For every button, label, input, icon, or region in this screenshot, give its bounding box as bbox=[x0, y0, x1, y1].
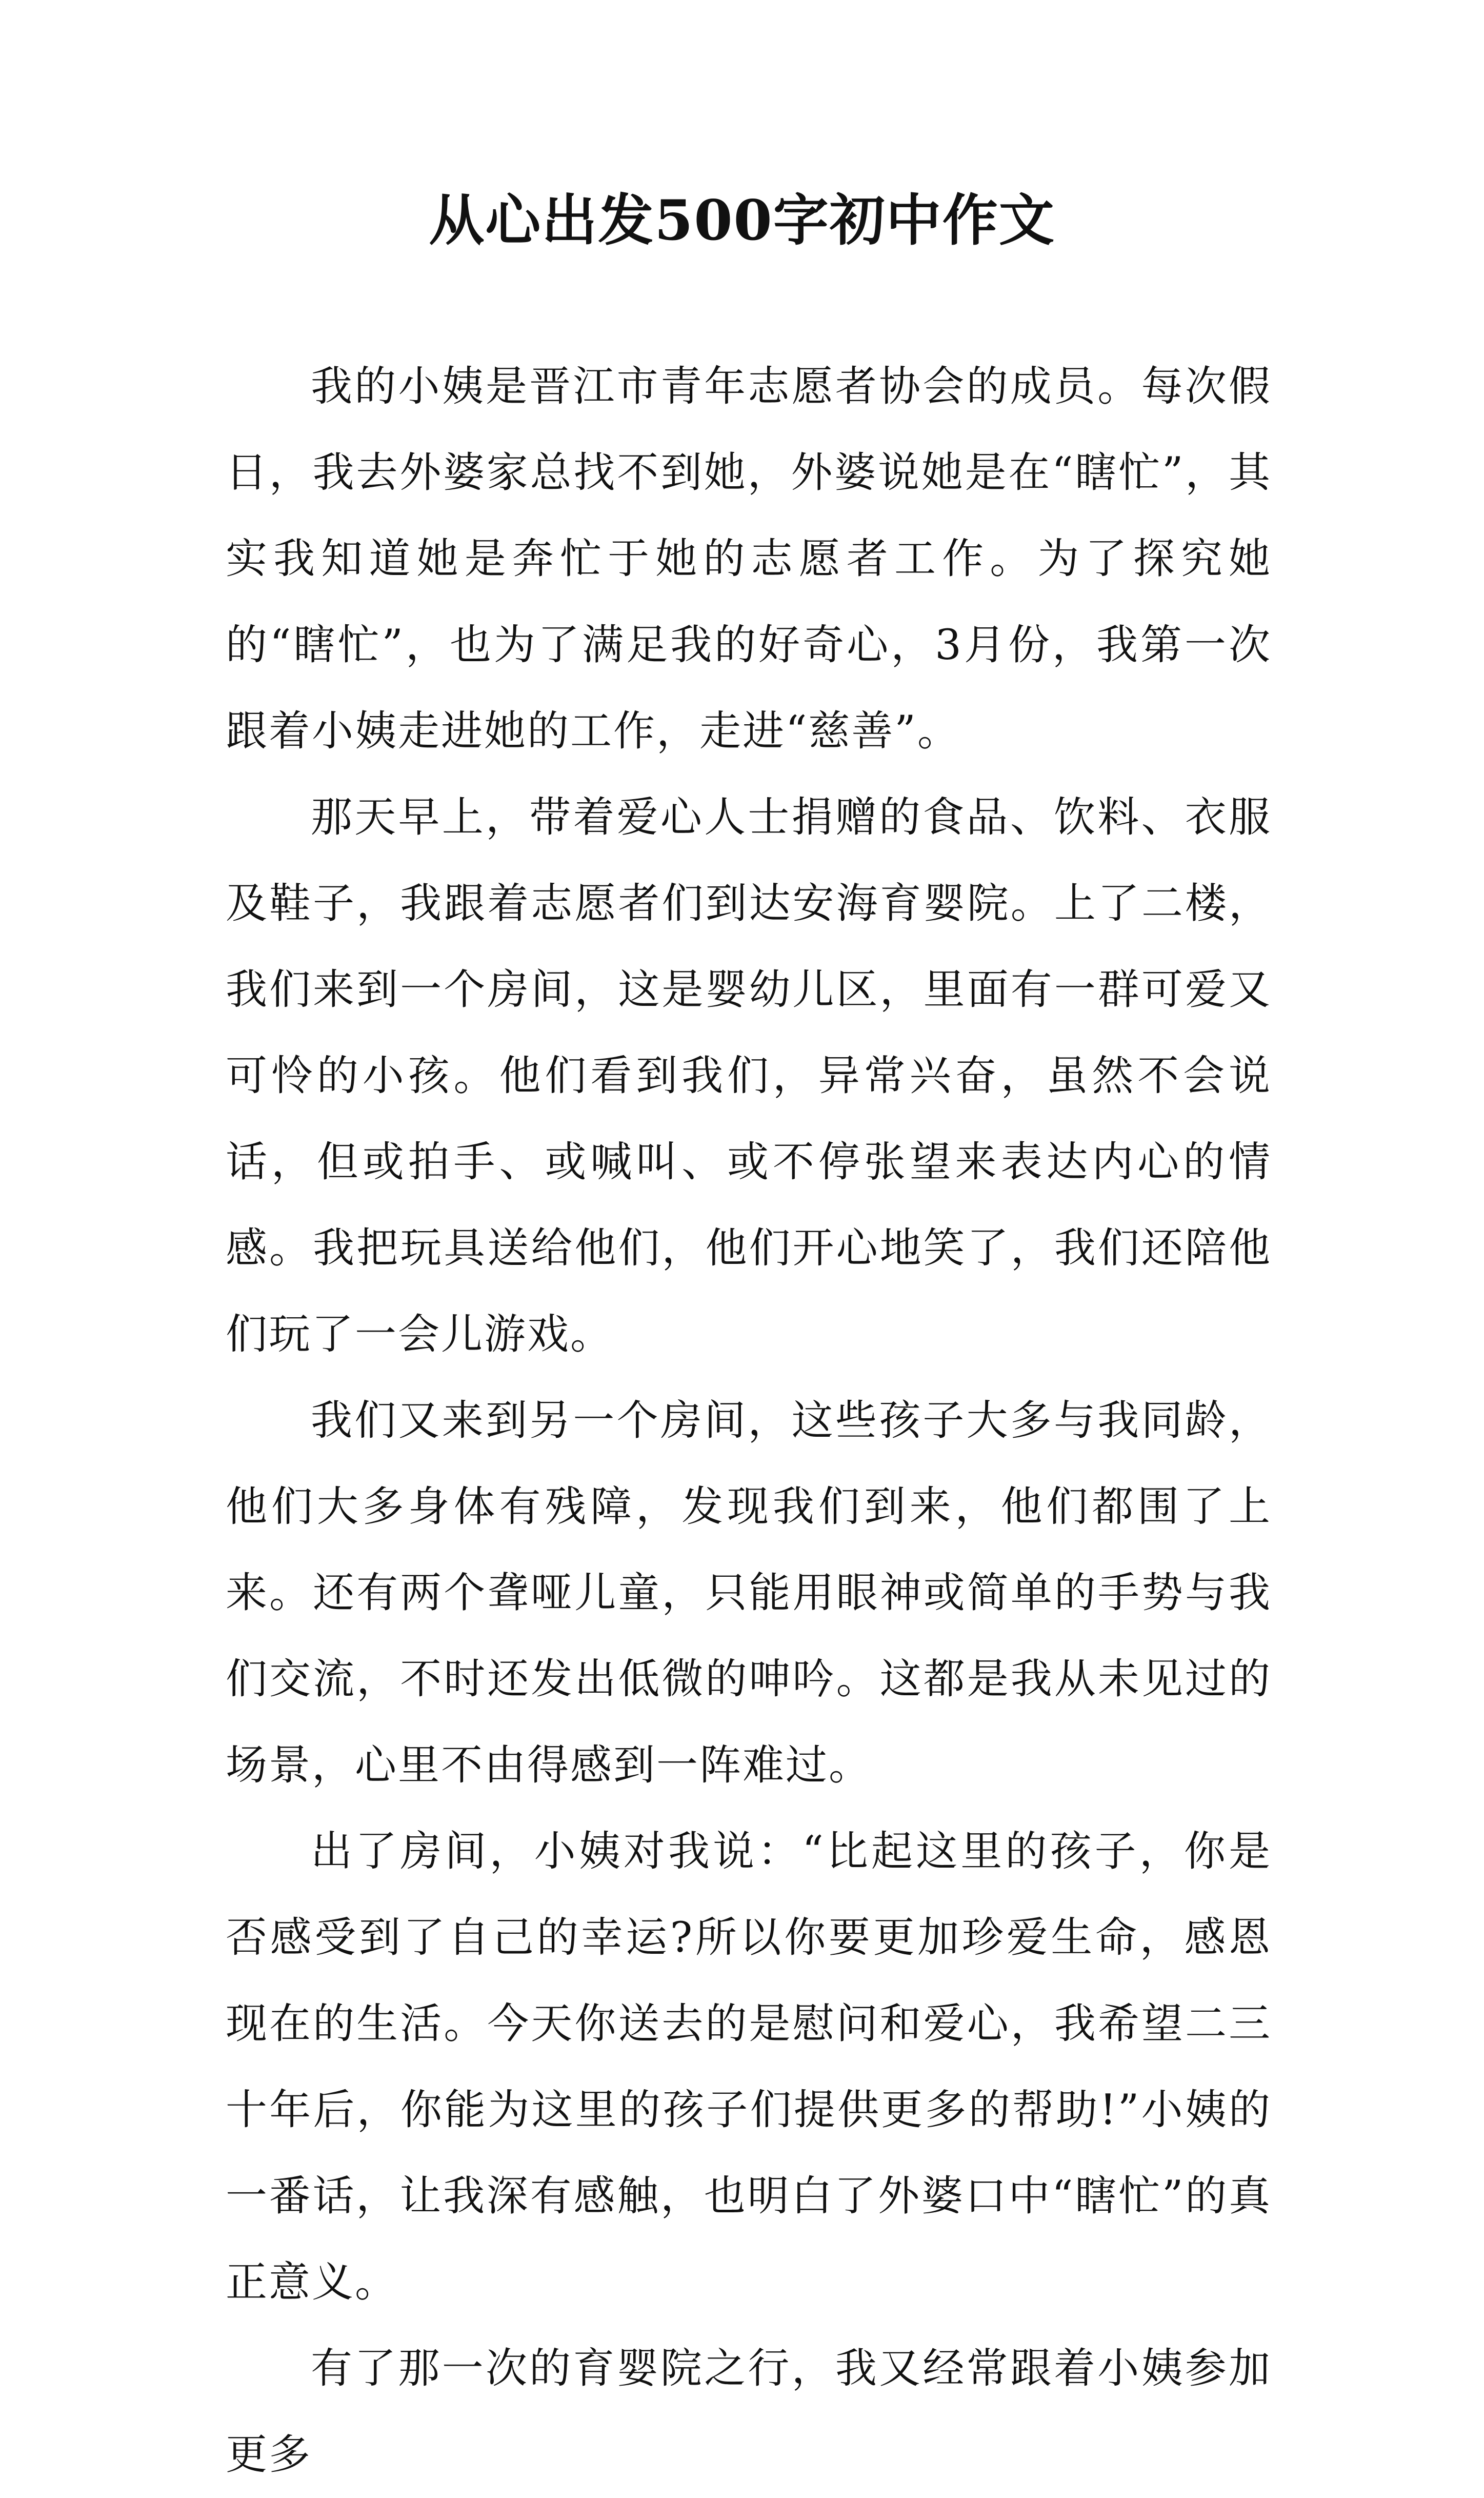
document-title: 从心出发500字初中作文 bbox=[429, 188, 1055, 253]
paragraph-3: 我们又来到另一个房间，这些孩子大多与我同龄，他们大多身体有残障，发现我们到来，他们都围了上来。还有两个聋哑儿童，只能用眼神或简单的手势与我们交流，不时还发出低微的呻吟。这都是我从未见过的场景，心里不由得感到一阵难过。 bbox=[226, 1397, 1272, 1790]
paragraph-5: 有了那一次的育婴院之行，我又经常跟着小姨参加更多 bbox=[226, 2345, 1272, 2479]
paragraph-4: 出了房间，小姨对我说：“比起这里的孩子，你是否感受到了自己的幸运?所以你要更加珍爱生命，感恩现在的生活。今天你送去的是慰问和爱心，我希望二三十年后，你能为这里的孩子们提供更多的帮助!”小姨的一番话，让我深有感触，也明白了外婆口中“瞎忙”的真正意义。 bbox=[226, 1828, 1272, 2307]
document-body bbox=[226, 344, 1272, 2498]
paragraph-2: 那天早上，带着爱心人士捐赠的食品、饮料、衣服及鞋子，我跟着志愿者们到达安海育婴院。上了二楼，我们来到一个房间，这是婴幼儿区，里面有一群可爱又可怜的小孩。他们看到我们，异常兴奋，虽然不会说话，但或拍手、或喊叫、或不停张望来表达内心的情感。我把玩具送给他们，他们开心地笑了，我们还陪他们玩了一会儿游戏。 bbox=[226, 794, 1272, 1359]
paragraph-1: 我的小姨是晋江市青年志愿者协会的成员。每次假日，我去外婆家总找不到她，外婆说她是在“瞎忙”，其实我知道她是奔忙于她的志愿者工作。为了探究她的“瞎忙”，也为了满足我的好奇心，3月份，我第一次跟着小姨走进她的工作，走进“慈善”。 bbox=[226, 363, 1272, 756]
